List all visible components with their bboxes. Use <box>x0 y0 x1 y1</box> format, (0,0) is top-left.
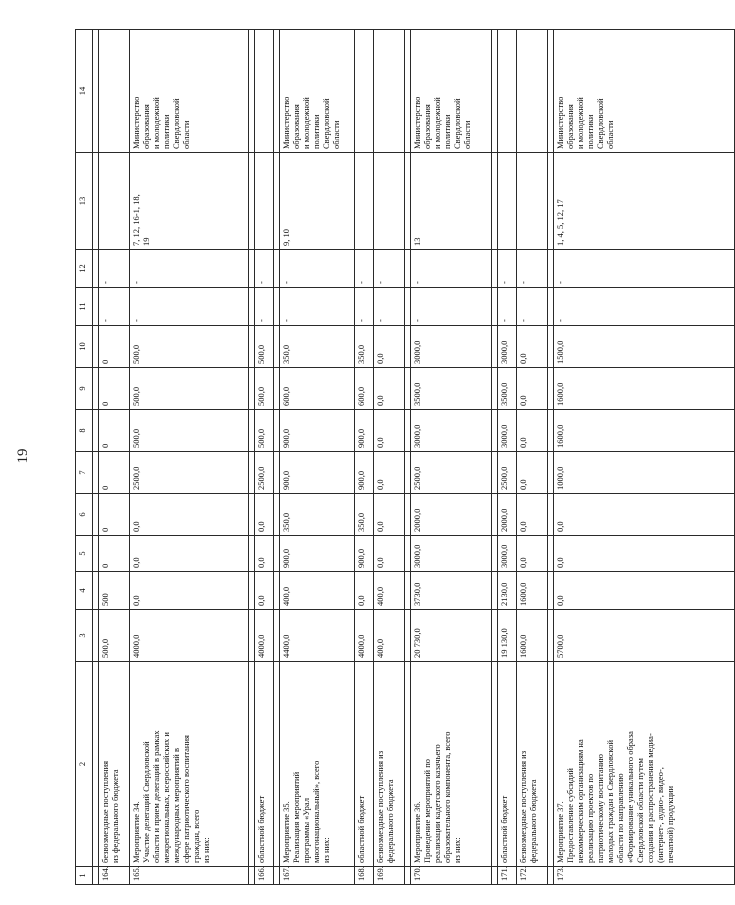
value-cell: 0,0 <box>255 494 274 536</box>
value-cell: 900,0 <box>355 410 374 452</box>
value-cell: - <box>411 288 492 326</box>
value-cell: 1600,0 <box>554 410 735 452</box>
value-cell: - <box>374 250 405 288</box>
column-header: 6 <box>76 494 93 536</box>
value-cell: - <box>280 288 355 326</box>
value-cell: - <box>99 250 130 288</box>
value-cell: 0 <box>99 494 130 536</box>
table-row <box>280 30 355 885</box>
value-cell: 2500,0 <box>411 452 492 494</box>
value-cell: 0,0 <box>517 536 548 572</box>
value-cell: 900,0 <box>280 452 355 494</box>
value-cell <box>498 30 517 153</box>
table-row <box>99 30 130 885</box>
value-cell: 0,0 <box>517 494 548 536</box>
table-row <box>554 30 735 885</box>
value-cell: 2000,0 <box>411 494 492 536</box>
value-cell: 2500,0 <box>498 452 517 494</box>
value-cell: 500,0 <box>130 326 249 368</box>
value-cell: 900,0 <box>280 536 355 572</box>
row-number-cell: 166. <box>255 867 274 885</box>
value-cell: 900,0 <box>280 410 355 452</box>
value-cell: 600,0 <box>355 368 374 410</box>
value-cell <box>374 153 405 250</box>
table-row <box>355 30 374 885</box>
value-cell: 500 <box>99 572 130 610</box>
column-header: 8 <box>76 410 93 452</box>
item-name-cell: безвозмездные поступления из федерального бюджета <box>374 662 405 867</box>
value-cell: 3000,0 <box>411 536 492 572</box>
value-cell: 7, 12, 16-1, 18, 19 <box>130 153 249 250</box>
value-cell: 20 730,0 <box>411 610 492 662</box>
row-number-cell: 165. <box>130 867 249 885</box>
value-cell: - <box>498 288 517 326</box>
column-header: 5 <box>76 536 93 572</box>
value-cell: 19 130,0 <box>498 610 517 662</box>
value-cell: 0,0 <box>130 494 249 536</box>
value-cell: 0,0 <box>374 326 405 368</box>
table-row <box>255 30 274 885</box>
value-cell: - <box>130 250 249 288</box>
value-cell: 4400,0 <box>280 610 355 662</box>
value-cell: 0,0 <box>554 494 735 536</box>
column-header: 12 <box>76 250 93 288</box>
column-header: 9 <box>76 368 93 410</box>
value-cell: 3500,0 <box>411 368 492 410</box>
value-cell: 1, 4, 5, 12, 17 <box>554 153 735 250</box>
value-cell: - <box>517 250 548 288</box>
value-cell: 0 <box>99 368 130 410</box>
value-cell: - <box>554 288 735 326</box>
value-cell: 0,0 <box>255 572 274 610</box>
column-number-row <box>76 30 93 885</box>
value-cell: - <box>517 288 548 326</box>
table-row <box>411 30 492 885</box>
value-cell: 1500,0 <box>554 326 735 368</box>
value-cell: 350,0 <box>355 494 374 536</box>
item-name-cell: Мероприятие 37. Предоставление субсидий некоммерческим организациям на реализацию проектов по патриотическому воспитанию молодых граждан в Свердловской области по направлению «Формирование уникального образа Свердловской области путем создания и распространения медиа- (интернет-, аудио-, видео-, печатной) продукции <box>554 662 735 867</box>
value-cell: 500,0 <box>255 410 274 452</box>
value-cell: - <box>280 250 355 288</box>
value-cell: 0 <box>99 536 130 572</box>
value-cell <box>255 30 274 153</box>
row-number-cell: 164. <box>99 867 130 885</box>
value-cell: 1600,0 <box>517 572 548 610</box>
value-cell: 2130,0 <box>498 572 517 610</box>
column-header: 1 <box>76 867 93 885</box>
value-cell: 500,0 <box>99 610 130 662</box>
value-cell <box>355 153 374 250</box>
value-cell: 500,0 <box>255 368 274 410</box>
row-number-cell: 169. <box>374 867 405 885</box>
value-cell: 0,0 <box>130 536 249 572</box>
value-cell: Министерство образования и молодежной политики Свердловской области <box>280 30 355 153</box>
value-cell <box>374 30 405 153</box>
value-cell: 2500,0 <box>255 452 274 494</box>
item-name-cell: областной бюджет <box>355 662 374 867</box>
value-cell: 2500,0 <box>130 452 249 494</box>
value-cell: 4000,0 <box>255 610 274 662</box>
value-cell: 0,0 <box>554 572 735 610</box>
value-cell: 350,0 <box>280 326 355 368</box>
value-cell <box>255 153 274 250</box>
page-number: 19 <box>15 448 31 464</box>
item-name-cell: Мероприятие 36. Проведение мероприятий по реализации кадетского казачьего образовательного компонента, всего из них: <box>411 662 492 867</box>
value-cell: 350,0 <box>355 326 374 368</box>
item-name-cell: Мероприятие 35. Реализация мероприятий программы «Урал многонациональный», всего из них: <box>280 662 355 867</box>
value-cell: - <box>498 250 517 288</box>
column-header: 11 <box>76 288 93 326</box>
column-header: 3 <box>76 610 93 662</box>
item-name-cell: безвозмездные поступления из федерального бюджета <box>99 662 130 867</box>
value-cell: 3000,0 <box>498 410 517 452</box>
item-name-cell: Мероприятие 34. Участие делегаций Свердловской области и прием делегаций в рамках межрегиональных, всероссийских и международных мероприятий в сфере патриотического воспитания граждан, всего из них: <box>130 662 249 867</box>
value-cell: 4000,0 <box>355 610 374 662</box>
value-cell: 0,0 <box>374 410 405 452</box>
value-cell: 0,0 <box>255 536 274 572</box>
value-cell <box>517 153 548 250</box>
row-number-cell: 170. <box>411 867 492 885</box>
row-number-cell: 168. <box>355 867 374 885</box>
table-row <box>374 30 405 885</box>
column-header: 10 <box>76 326 93 368</box>
value-cell: 0 <box>99 326 130 368</box>
value-cell: 0 <box>99 410 130 452</box>
value-cell: 3000,0 <box>411 410 492 452</box>
value-cell: 600,0 <box>280 368 355 410</box>
value-cell: 2000,0 <box>498 494 517 536</box>
value-cell: - <box>374 288 405 326</box>
item-name-cell: областной бюджет <box>255 662 274 867</box>
row-number-cell: 167. <box>280 867 355 885</box>
value-cell: - <box>355 250 374 288</box>
value-cell: 900,0 <box>355 536 374 572</box>
value-cell: 3730,0 <box>411 572 492 610</box>
item-name-cell: областной бюджет <box>498 662 517 867</box>
value-cell: 1600,0 <box>517 610 548 662</box>
value-cell: 400,0 <box>374 572 405 610</box>
value-cell: 0,0 <box>374 368 405 410</box>
column-header: 13 <box>76 153 93 250</box>
column-header: 14 <box>76 30 93 153</box>
value-cell: 500,0 <box>255 326 274 368</box>
value-cell: 3500,0 <box>498 368 517 410</box>
value-cell <box>99 30 130 153</box>
value-cell: - <box>355 288 374 326</box>
value-cell: 4000,0 <box>130 610 249 662</box>
value-cell: 0,0 <box>374 494 405 536</box>
table-row <box>517 30 548 885</box>
budget-table <box>75 29 735 885</box>
value-cell: 13 <box>411 153 492 250</box>
value-cell: 0,0 <box>554 536 735 572</box>
value-cell: 500,0 <box>130 368 249 410</box>
value-cell: 3000,0 <box>411 326 492 368</box>
value-cell: 9, 10 <box>280 153 355 250</box>
value-cell: 900,0 <box>355 452 374 494</box>
value-cell <box>355 30 374 153</box>
value-cell: 5700,0 <box>554 610 735 662</box>
value-cell: 500,0 <box>130 410 249 452</box>
row-number-cell: 172. <box>517 867 548 885</box>
column-header: 4 <box>76 572 93 610</box>
value-cell: 400,0 <box>280 572 355 610</box>
value-cell <box>498 153 517 250</box>
value-cell: - <box>130 288 249 326</box>
row-number-cell: 171. <box>498 867 517 885</box>
value-cell: 0,0 <box>517 326 548 368</box>
table-row <box>498 30 517 885</box>
value-cell: - <box>255 250 274 288</box>
value-cell: Министерство образования и молодежной политики Свердловской области <box>130 30 249 153</box>
value-cell: - <box>411 250 492 288</box>
value-cell: 350,0 <box>280 494 355 536</box>
rotated-table-container <box>75 30 676 885</box>
row-number-cell: 173. <box>554 867 735 885</box>
value-cell: Министерство образования и молодежной политики Свердловской области <box>554 30 735 153</box>
column-header: 7 <box>76 452 93 494</box>
value-cell: 0,0 <box>517 410 548 452</box>
value-cell: - <box>554 250 735 288</box>
column-header: 2 <box>76 662 93 867</box>
value-cell: 400,0 <box>374 610 405 662</box>
value-cell: 0,0 <box>517 368 548 410</box>
table-body <box>76 30 735 885</box>
value-cell: 3000,0 <box>498 536 517 572</box>
value-cell: 1600,0 <box>554 368 735 410</box>
value-cell: 0 <box>99 452 130 494</box>
item-name-cell: безвозмездные поступления из федерального бюджета <box>517 662 548 867</box>
value-cell: 0,0 <box>374 452 405 494</box>
value-cell: - <box>99 288 130 326</box>
value-cell <box>517 30 548 153</box>
value-cell: 0,0 <box>355 572 374 610</box>
value-cell: - <box>255 288 274 326</box>
value-cell: 0,0 <box>374 536 405 572</box>
table-row <box>130 30 249 885</box>
value-cell <box>99 153 130 250</box>
value-cell: 0,0 <box>130 572 249 610</box>
value-cell: 3000,0 <box>498 326 517 368</box>
value-cell: Министерство образования и молодежной политики Свердловской области <box>411 30 492 153</box>
value-cell: 1000,0 <box>554 452 735 494</box>
value-cell: 0,0 <box>517 452 548 494</box>
